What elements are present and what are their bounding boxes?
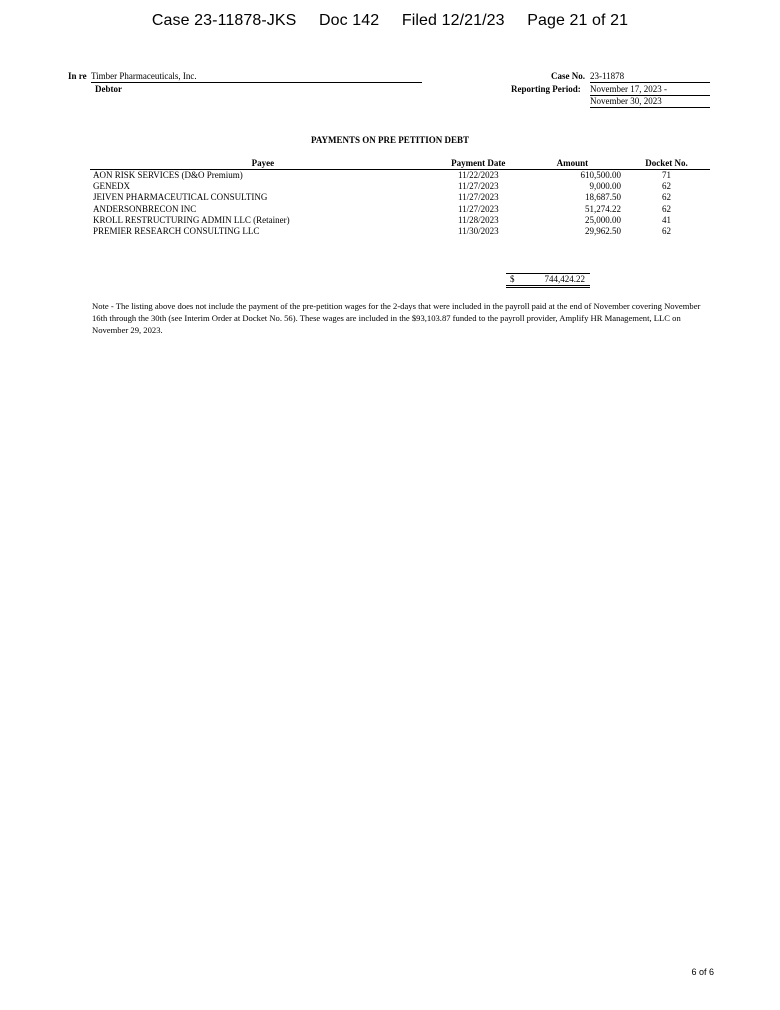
case-number-banner: Case 23-11878-JKS [151, 12, 297, 29]
payee-cell: JEIVEN PHARMACEUTICAL CONSULTING [93, 192, 268, 203]
date-cell: 11/27/2023 [457, 192, 499, 203]
page-number: 6 of 6 [691, 967, 714, 977]
table-row [90, 226, 710, 237]
header-payment-date: Payment Date [433, 158, 524, 170]
debtor-name: Timber Pharmaceuticals, Inc. [91, 71, 422, 83]
court-filing-banner [0, 12, 780, 30]
total-value: 744,424.22 [544, 274, 585, 284]
docket-cell: 62 [661, 192, 671, 203]
debtor-label: Debtor [95, 84, 122, 94]
header-payee: Payee [90, 158, 433, 170]
case-no-label: Case No. [551, 71, 585, 81]
doc-number-banner: Doc 142 [319, 12, 380, 29]
payee-cell: PREMIER RESEARCH CONSULTING LLC [93, 226, 260, 237]
payments-table [90, 158, 710, 237]
footnote: Note - The listing above does not include the payment of the pre-petition wages for the 2-days that were included in the payroll paid at the end of November covering November 16th through the 30th (see Interim Order at Docket No. 56). These wages are included in the $93,103.87 funded to the payroll provider, Amplify HR Management, LLC on November 29, 2023. [92, 301, 701, 336]
date-cell: 11/28/2023 [457, 214, 499, 225]
table-header-row [90, 158, 710, 170]
filed-date-banner: Filed 12/21/23 [401, 12, 505, 29]
date-cell: 11/30/2023 [457, 226, 499, 237]
amount-cell: 9,000.00 [589, 181, 621, 192]
reporting-period-end: November 30, 2023 [590, 96, 710, 108]
amount-cell: 51,274.22 [584, 203, 621, 214]
header-amount: Amount [524, 158, 623, 170]
payee-cell: KROLL RESTRUCTURING ADMIN LLC (Retainer) [93, 214, 290, 225]
docket-cell: 62 [661, 226, 671, 237]
docket-cell: 62 [661, 203, 671, 214]
date-cell: 11/22/2023 [457, 170, 499, 181]
in-re-label: In re [68, 71, 87, 81]
amount-cell: 25,000.00 [584, 214, 621, 225]
payee-cell: AON RISK SERVICES (D&O Premium) [93, 170, 243, 181]
case-no-value: 23-11878 [590, 71, 710, 83]
reporting-period-label: Reporting Period: [511, 84, 581, 94]
total-amount [506, 273, 590, 288]
table-row [90, 215, 710, 226]
amount-cell: 610,500.00 [580, 170, 621, 181]
date-cell: 11/27/2023 [457, 203, 499, 214]
payee-cell: ANDERSONBRECON INC [93, 203, 197, 214]
table-row [90, 170, 710, 182]
table-row [90, 192, 710, 203]
table-row [90, 204, 710, 215]
date-cell: 11/27/2023 [457, 181, 499, 192]
amount-cell: 29,962.50 [584, 226, 621, 237]
page-count-banner: Page 21 of 21 [527, 12, 629, 29]
docket-cell: 62 [661, 181, 671, 192]
reporting-period-start: November 17, 2023 - [590, 84, 710, 96]
payee-cell: GENEDX [93, 181, 130, 192]
amount-cell: 18,687.50 [584, 192, 621, 203]
docket-cell: 41 [661, 214, 671, 225]
header-docket-no: Docket No. [623, 158, 710, 170]
docket-cell: 71 [661, 170, 671, 181]
total-currency-symbol: $ [510, 274, 515, 284]
table-row [90, 181, 710, 192]
section-title: PAYMENTS ON PRE PETITION DEBT [310, 135, 470, 145]
